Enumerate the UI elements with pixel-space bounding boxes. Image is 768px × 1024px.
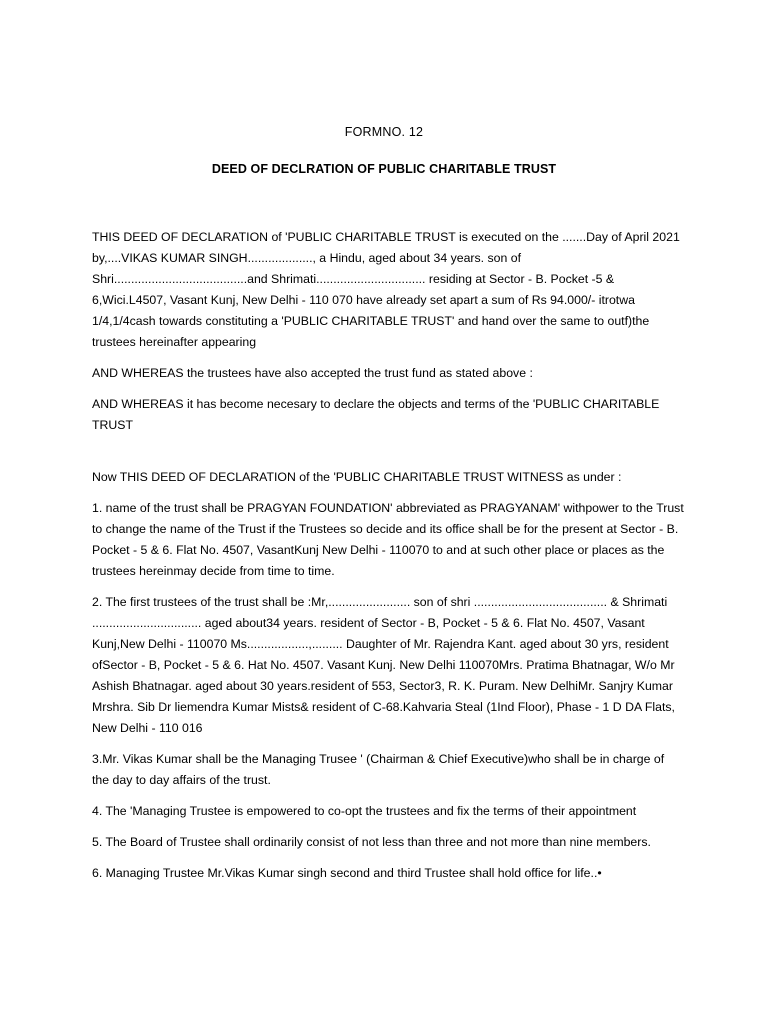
paragraph-whereas-necessary: AND WHEREAS it has become necesary to declare the objects and terms of the 'PUBLIC CHARITABLE TRUST	[92, 397, 660, 432]
paragraph-preamble: THIS DEED OF DECLARATION of 'PUBLIC CHARITABLE TRUST is executed on the .......Day of April 2021 by,....VIKAS KUMAR SINGH..................., a Hindu, aged about 34 years. son of Shri.......................................and Shrimati................................ residing at Sector - B. Pocket -5 & 6,Wici.L4507, Vasant Kunj, New Delhi - 110 070 have already set apart a sum of Rs 94.000/- itrotwa 1/4,1/4cash towards constituting a 'PUBLIC CHARITABLE TRUST' and hand over the same to outf)the trustees hereinafter appearing	[92, 230, 680, 349]
clause-6-tenure: 6. Managing Trustee Mr.Vikas Kumar singh second and third Trustee shall hold office for life..•	[92, 866, 602, 880]
clause-4-co-opt: 4. The 'Managing Trustee is empowered to co-opt the trustees and fix the terms of their appointment	[92, 804, 637, 818]
paragraph-whereas-accepted: AND WHEREAS the trustees have also accepted the trust fund as stated above :	[92, 366, 533, 380]
clause-1-trust-name: 1. name of the trust shall be PRAGYAN FOUNDATION' abbreviated as PRAGYANAM' withpower to the Trust to change the name of the Trust if the Trustees so decide and its office shall be for the present at Sector - B. Pocket - 5 & 6. Flat No. 4507, VasantKunj New Delhi - 110070 to and at such other place or places as the trustees hereinmay decide from time to time.	[92, 501, 684, 578]
document-title: DEED OF DECLRATION OF PUBLIC CHARITABLE TRUST	[211, 162, 557, 176]
clause-2-first-trustees: 2. The first trustees of the trust shall be :Mr,........................ son of shri ....................................... & Shrimati ................................ aged about34 years. resident of Sector - B, Pocket - 5 & 6. Flat No. 4507, Vasant Kunj,New Delhi - 110070 Ms..................,......... Daughter of Mr. Rajendra Kant. aged about 30 yrs, resident ofSector - B, Pocket - 5 & 6. Hat No. 4507. Vasant Kunj. New Delhi 110070Mrs. Pratima Bhatnagar, W/o Mr Ashish Bhatnagar. aged about 30 years.resident of 553, Sector3, R. K. Puram. New DelhiMr. Sanjry Kumar Mrshra. Sib Dr liemendra Kumar Mists& resident of C-68.Kahvaria Steal (1Ind Floor), Phase - 1 D DA Flats, New Delhi - 110 016	[92, 595, 675, 735]
paragraph-witness-intro: Now THIS DEED OF DECLARATION of the 'PUBLIC CHARITABLE TRUST WITNESS as under :	[92, 470, 622, 484]
form-number: FORMNO. 12	[344, 125, 424, 139]
clause-3-managing-trustee: 3.Mr. Vikas Kumar shall be the Managing Trusee ' (Chairman & Chief Executive)who shall be in charge of the day to day affairs of the trust.	[92, 752, 665, 787]
document-body	[92, 227, 684, 884]
clause-5-board: 5. The Board of Trustee shall ordinarily consist of not less than three and not more than nine members.	[92, 835, 651, 849]
